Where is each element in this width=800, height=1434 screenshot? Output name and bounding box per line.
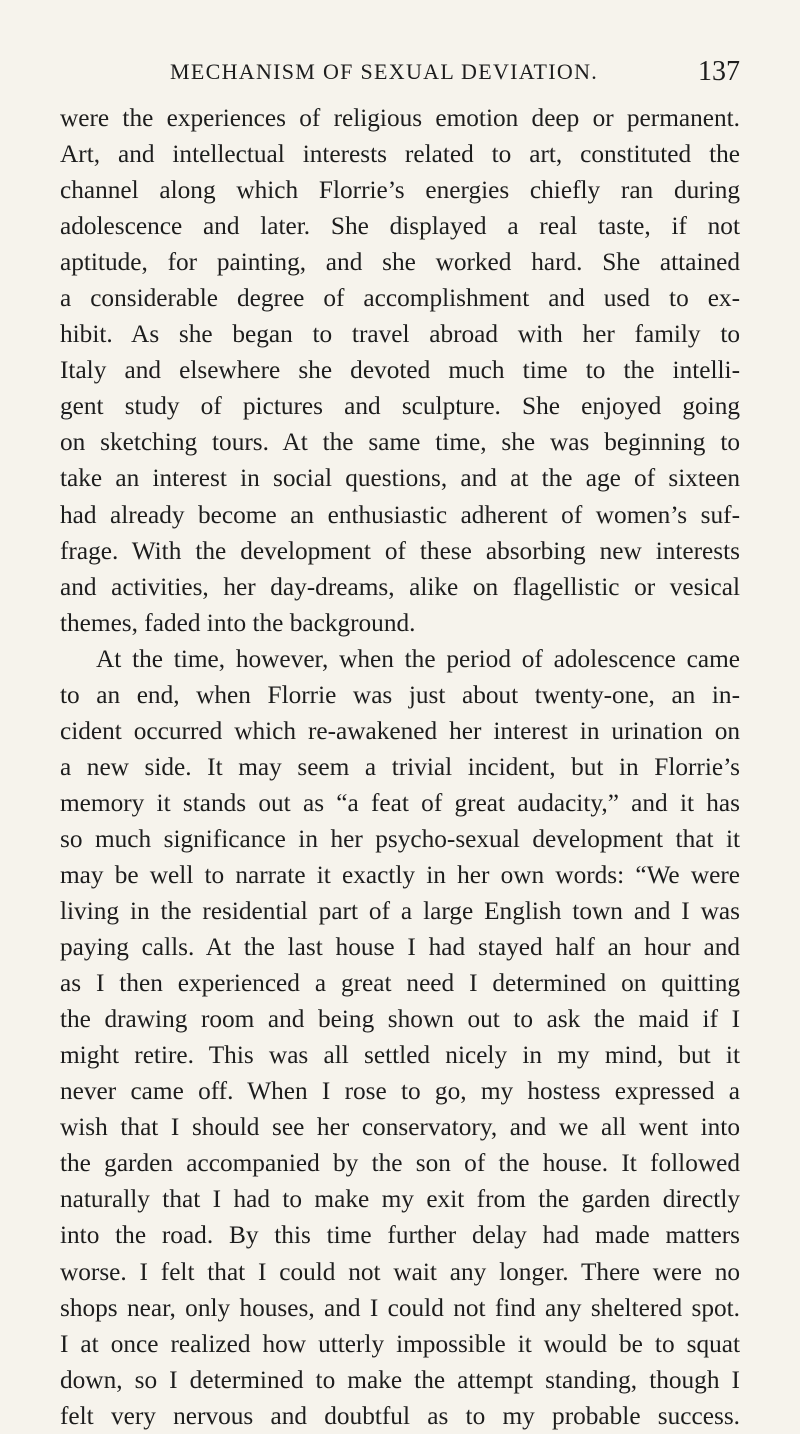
body-text bbox=[60, 100, 740, 1434]
text-line: take an interest in social questions, and at the age of sixteen bbox=[60, 464, 740, 493]
text-line: the drawing room and being shown out to ask the maid if I bbox=[60, 1005, 740, 1034]
running-head: MECHANISM OF SEXUAL DEVIATION. bbox=[170, 59, 599, 84]
text-line: hibit. As she began to travel abroad with her family to bbox=[60, 320, 740, 349]
text-line: Art, and intellectual interests related to art, constituted the bbox=[60, 140, 740, 169]
text-line: never came off. When I rose to go, my hostess expressed a bbox=[60, 1077, 740, 1106]
text-line: on sketching tours. At the same time, she was beginning to bbox=[60, 428, 740, 457]
text-line: naturally that I had to make my exit from the garden directly bbox=[60, 1185, 740, 1214]
paragraph-end-line: themes, faded into the background. bbox=[60, 608, 416, 637]
text-line: cident occurred which re-awakened her interest in urination on bbox=[60, 716, 740, 745]
page-header bbox=[170, 52, 740, 92]
text-line: so much significance in her psycho-sexual development that it bbox=[60, 824, 740, 853]
text-line: and activities, her day-dreams, alike on flagellistic or vesical bbox=[60, 572, 740, 601]
text-line: into the road. By this time further delay had made matters bbox=[60, 1221, 740, 1250]
text-line: were the experiences of religious emotion deep or permanent. bbox=[60, 104, 740, 132]
text-line: wish that I should see her conservatory, and we all went into bbox=[60, 1113, 740, 1142]
text-line: channel along which Florrie’s energies chiefly ran during bbox=[60, 176, 740, 205]
text-line: the garden accompanied by the son of the house. It followed bbox=[60, 1149, 740, 1178]
text-line: had already become an enthusiastic adherent of women’s suf- bbox=[60, 500, 740, 529]
paragraph-start-line: At the time, however, when the period of adolescence came bbox=[96, 644, 740, 673]
text-line: felt very nervous and doubtful as to my probable success. bbox=[60, 1401, 740, 1430]
text-line: worse. I felt that I could not wait any longer. There were no bbox=[60, 1257, 740, 1286]
text-line: frage. With the development of these absorbing new interests bbox=[60, 536, 740, 565]
text-line: memory it stands out as “a feat of great audacity,” and it has bbox=[60, 788, 740, 817]
text-line: a considerable degree of accomplishment and used to ex- bbox=[60, 284, 740, 313]
text-line: I at once realized how utterly impossible it would be to squat bbox=[60, 1329, 740, 1358]
text-line: to an end, when Florrie was just about twenty-one, an in- bbox=[60, 680, 740, 709]
text-line: down, so I determined to make the attempt standing, though I bbox=[60, 1365, 740, 1394]
text-line: gent study of pictures and sculpture. She enjoyed going bbox=[60, 392, 740, 421]
text-line: shops near, only houses, and I could not find any sheltered spot. bbox=[60, 1293, 740, 1322]
text-line: adolescence and later. She displayed a real taste, if not bbox=[60, 212, 740, 241]
text-line: paying calls. At the last house I had stayed half an hour and bbox=[60, 933, 740, 962]
page-number: 137 bbox=[698, 56, 740, 87]
text-line: may be well to narrate it exactly in her own words: “We were bbox=[60, 860, 740, 889]
text-line: as I then experienced a great need I determined on quitting bbox=[60, 969, 740, 998]
text-line: a new side. It may seem a trivial incident, but in Florrie’s bbox=[60, 752, 740, 781]
text-line: aptitude, for painting, and she worked hard. She attained bbox=[60, 248, 740, 277]
text-line: Italy and elsewhere she devoted much time to the intelli- bbox=[60, 356, 740, 385]
text-line: might retire. This was all settled nicely in my mind, but it bbox=[60, 1041, 740, 1070]
text-line: living in the residential part of a large English town and I was bbox=[60, 897, 740, 926]
